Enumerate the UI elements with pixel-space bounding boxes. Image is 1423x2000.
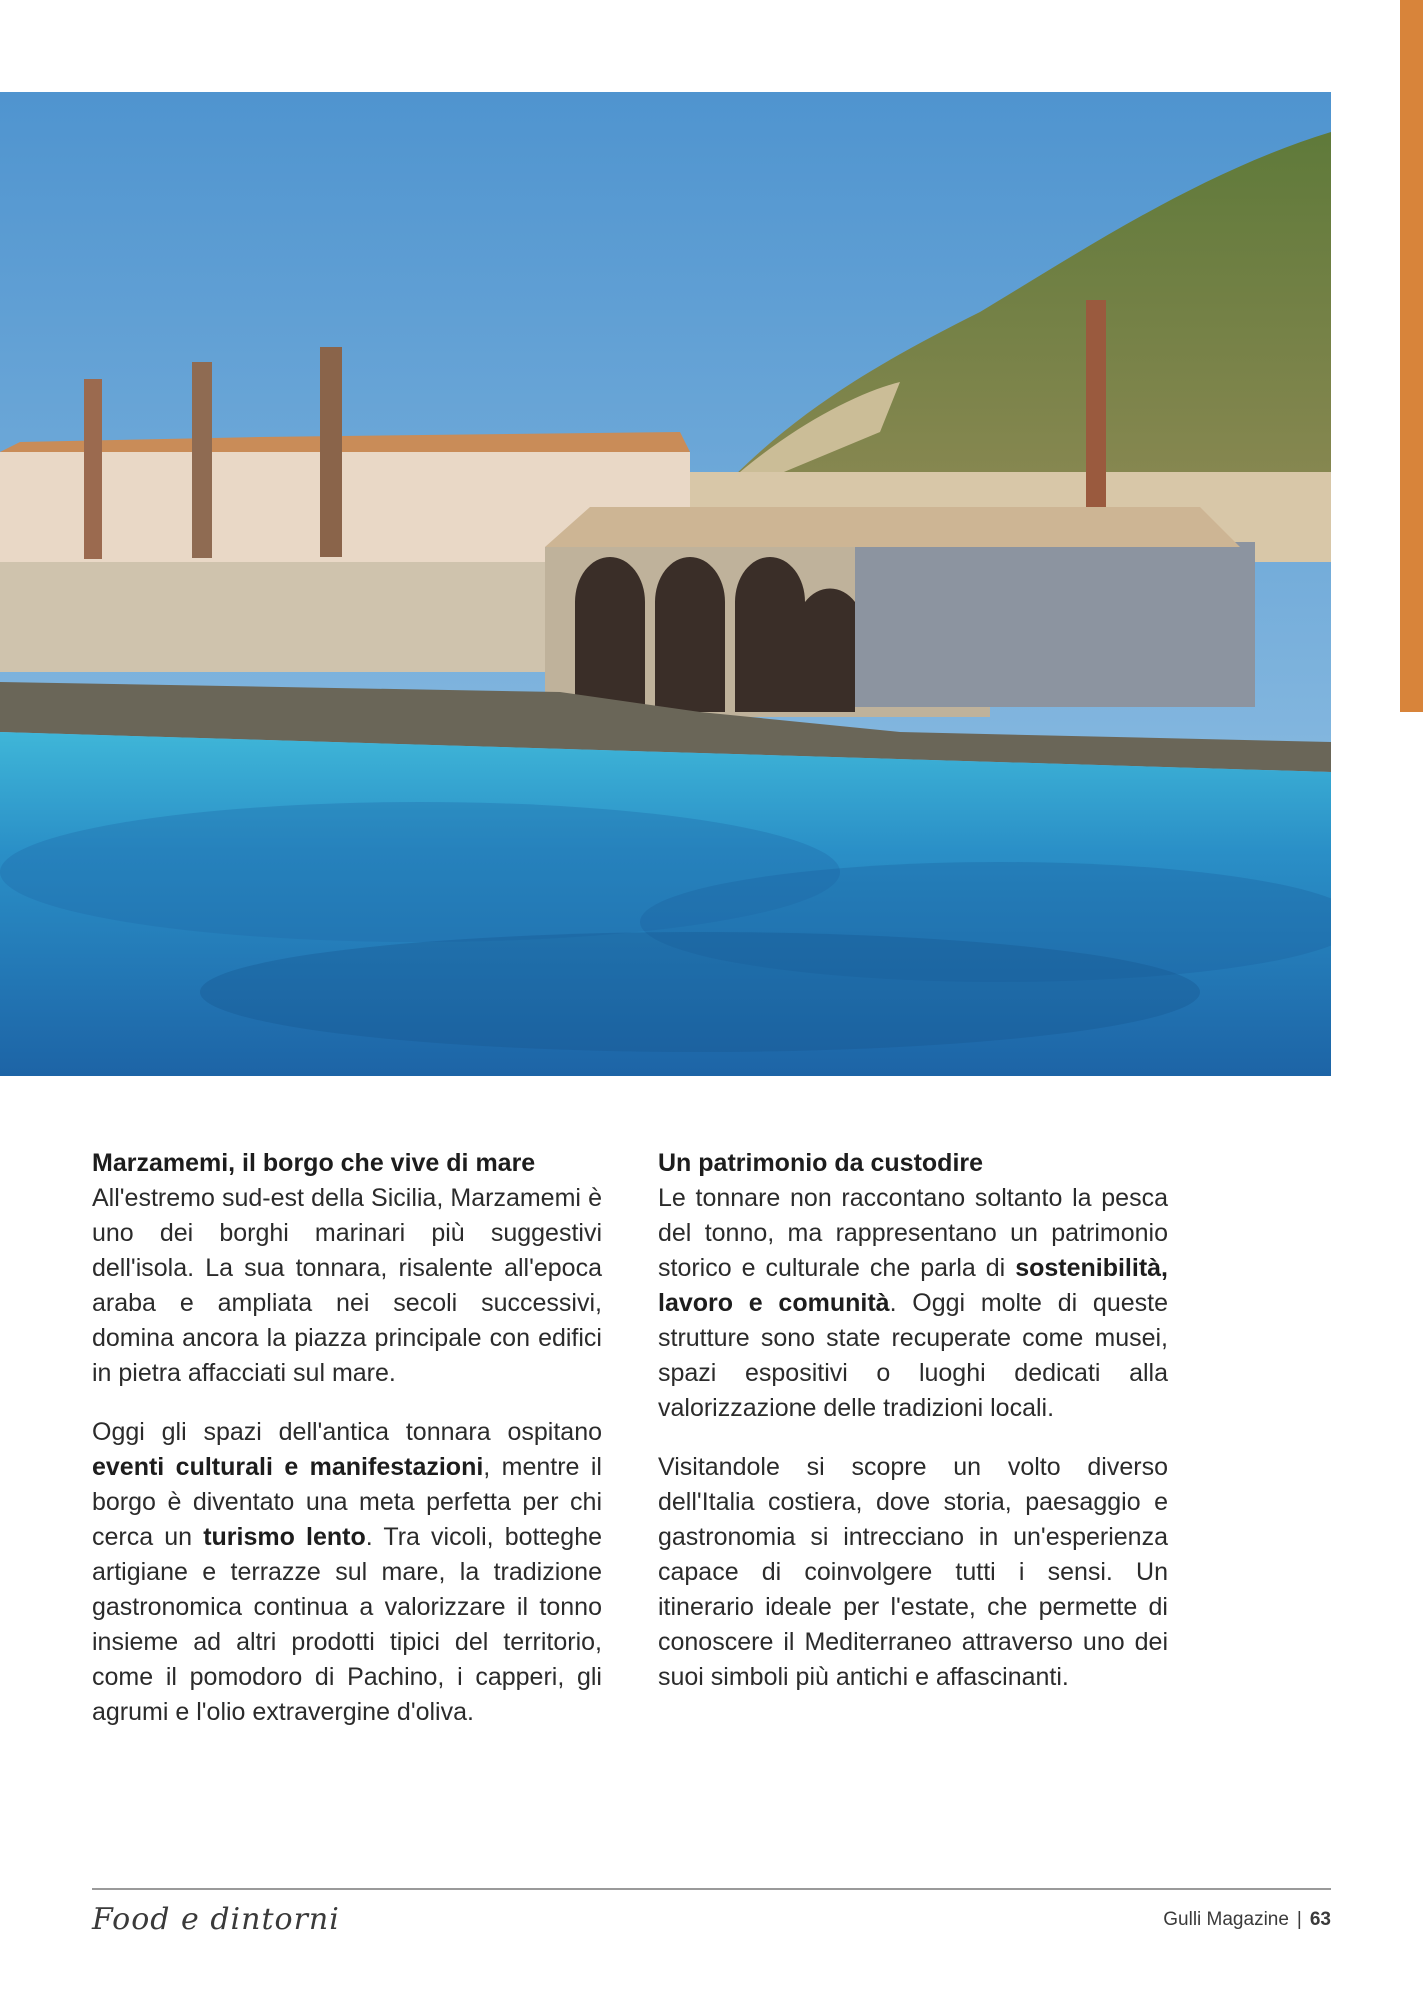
text-run: . Oggi molte di queste strutture sono state recuperate come musei, spazi espositivi o luoghi dedicati alla valorizzazione delle tradizioni locali.: [658, 1289, 1168, 1422]
bold-text: sostenibilità, lavoro e comunità: [658, 1254, 1168, 1317]
section-heading: Marzamemi, il borgo che vive di mare: [92, 1149, 536, 1177]
section-heading: Un patrimonio da custodire: [658, 1149, 984, 1177]
text-run: Oggi gli spazi dell'antica tonnara ospitano: [92, 1418, 602, 1446]
accent-bar: [1400, 0, 1423, 712]
page-number: 63: [1309, 1909, 1331, 1930]
article-column-right: [658, 1146, 1168, 1719]
text-run: , mentre il borgo è diventato una meta perfetta per chi cerca un: [92, 1453, 602, 1551]
paragraph: [92, 1415, 602, 1730]
article-column-left: [92, 1146, 602, 1754]
paragraph: All'estremo sud-est della Sicilia, Marzamemi è uno dei borghi marinari più suggestivi dell'isola. La sua tonnara, risalente all'epoca araba e ampliata nei secoli successivi, domina ancora la piazza principale con edifici in pietra affacciati sul mare.: [92, 1184, 602, 1387]
photo-tonnara-landscape-icon: [0, 92, 1331, 1076]
paragraph: Visitandole si scopre un volto diverso dell'Italia costiera, dove storia, paesaggio e gastronomia si intrecciano in un'esperienza capace di coinvolgere tutti i sensi. Un itinerario ideale per l'estate, che permette di conoscere il Mediterraneo attraverso uno dei suoi simboli più antichi e affascinanti.: [658, 1453, 1168, 1691]
separator: |: [1296, 1909, 1302, 1930]
footer-page-info: [1163, 1909, 1331, 1931]
hero-photo: [0, 92, 1331, 1076]
magazine-name: Gulli Magazine: [1163, 1909, 1289, 1930]
bold-text: turismo lento: [203, 1523, 366, 1551]
paragraph: [658, 1181, 1168, 1426]
footer-divider: [92, 1888, 1331, 1890]
bold-text: eventi culturali e manifestazioni: [92, 1453, 484, 1481]
text-run: . Tra vicoli, botteghe artigiane e terrazze sul mare, la tradizione gastronomica continua a valorizzare il tonno insieme ad altri prodotti tipici del territorio, come il pomodoro di Pachino, i capperi, gli agrumi e l'olio extravergine d'oliva.: [92, 1523, 603, 1726]
text-run: Le tonnare non raccontano soltanto la pesca del tonno, ma rappresentano un patrimonio storico e culturale che parla di: [658, 1184, 1168, 1282]
footer-section-name: Food e dintorni: [92, 1902, 340, 1937]
